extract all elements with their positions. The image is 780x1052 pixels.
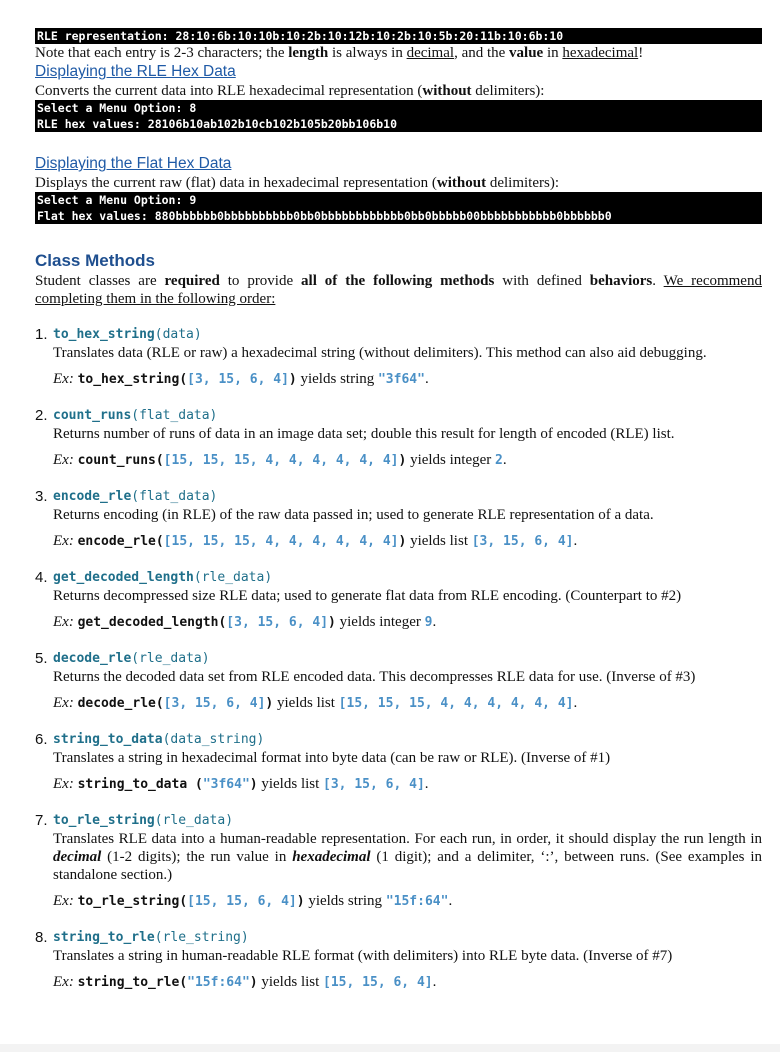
method-description: Translates a string in hexadecimal format into byte data (can be raw or RLE). (Inverse of #1) <box>53 750 611 766</box>
method-item: 4. get_decoded_length(rle_data) Returns decompressed size RLE data; used to generate flat data from RLE encoding. (Counterpart to #2) Ex: get_decoded_length([3, 15, 6, 4]) yields integer 9. <box>35 569 762 632</box>
method-signature: to_hex_string(data) <box>53 327 202 342</box>
flat-hex-values-console: Flat hex values: 880bbbbbb0bbbbbbbbbb0bb0bbbbbbbbbbbb0bb0bbbbb00bbbbbbbbbbb0bbbbbb0 <box>35 208 762 224</box>
rle-representation-console: RLE representation: 28:10:6b:10:10b:10:2b:10:12b:10:2b:10:5b:20:11b:10:6b:10 <box>35 28 762 44</box>
note-paragraph: Note that each entry is 2-3 characters; the length is always in decimal, and the value in hexadecimal! <box>35 45 644 61</box>
methods-list <box>35 326 762 992</box>
method-signature: string_to_rle(rle_string) <box>53 930 249 945</box>
document-page <box>0 28 780 1052</box>
method-example: Ex: decode_rle([3, 15, 6, 4]) yields list [15, 15, 15, 4, 4, 4, 4, 4, 4]. <box>53 695 578 711</box>
flat-hex-description: Displays the current raw (flat) data in hexadecimal representation (without delimiters): <box>35 175 560 191</box>
method-example: Ex: encode_rle([15, 15, 15, 4, 4, 4, 4, 4, 4]) yields list [3, 15, 6, 4]. <box>53 533 578 549</box>
method-item: 3. encode_rle(flat_data) Returns encoding (in RLE) of the raw data passed in; used to generate RLE representation of a data. Ex: encode_rle([15, 15, 15, 4, 4, 4, 4, 4, 4]) yields list [3, 15, 6, 4]. <box>35 488 762 551</box>
method-example: Ex: to_hex_string([3, 15, 6, 4]) yields string "3f64". <box>53 371 429 387</box>
flat-hex-heading-link[interactable]: Displaying the Flat Hex Data <box>35 155 232 172</box>
method-description: Returns encoding (in RLE) of the raw data passed in; used to generate RLE representation of a data. <box>53 507 654 523</box>
method-signature: string_to_data(data_string) <box>53 732 265 747</box>
method-example: Ex: string_to_rle("15f:64") yields list [15, 15, 6, 4]. <box>53 974 437 990</box>
page-bottom-edge <box>0 1044 780 1052</box>
method-item: 1. to_hex_string(data) Translates data (RLE or raw) a hexadecimal string (without delimiters). This method can also aid debugging. Ex: to_hex_string([3, 15, 6, 4]) yields string "3f64". <box>35 326 762 389</box>
method-example: Ex: to_rle_string([15, 15, 6, 4]) yields string "15f:64". <box>53 893 453 909</box>
method-description: Translates a string in human-readable RLE format (with delimiters) into RLE byte data. (Inverse of #7) <box>53 948 673 964</box>
method-item: 5. decode_rle(rle_data) Returns the decoded data set from RLE encoded data. This decompresses RLE data for use. (Inverse of #3) Ex: decode_rle([3, 15, 6, 4]) yields list [15, 15, 15, 4, 4, 4, 4, 4, 4]. <box>35 650 762 713</box>
rle-hex-description: Converts the current data into RLE hexadecimal representation (without delimiters): <box>35 83 545 99</box>
rle-hex-menu-console: Select a Menu Option: 8 <box>35 100 762 116</box>
method-item: 8. string_to_rle(rle_string) Translates a string in human-readable RLE format (with delimiters) into RLE byte data. (Inverse of #7) Ex: string_to_rle("15f:64") yields list [15, 15, 6, 4]. <box>35 929 762 992</box>
method-description: Returns decompressed size RLE data; used to generate flat data from RLE encoding. (Counterpart to #2) <box>53 588 682 604</box>
rle-hex-values-console: RLE hex values: 28106b10ab102b10cb102b105b20bb106b10 <box>35 116 762 132</box>
method-signature: encode_rle(flat_data) <box>53 489 218 504</box>
method-description: Translates RLE data into a human-readable representation. For each run, in order, it should display the run length in decimal (1-2 digits); the run value in hexadecimal (1 digit); and a delimiter, ‘:’, between runs. (See examples in standalone section.) <box>53 831 763 883</box>
method-item: 6. string_to_data(data_string) Translates a string in hexadecimal format into byte data (can be raw or RLE). (Inverse of #1) Ex: string_to_data ("3f64") yields list [3, 15, 6, 4]. <box>35 731 762 794</box>
method-signature: decode_rle(rle_data) <box>53 651 210 666</box>
method-signature: count_runs(flat_data) <box>53 408 218 423</box>
method-description: Translates data (RLE or raw) a hexadecimal string (without delimiters). This method can also aid debugging. <box>53 345 707 361</box>
method-signature: to_rle_string(rle_data) <box>53 813 234 828</box>
method-item: 7. to_rle_string(rle_data) Translates RLE data into a human-readable representation. For each run, in order, it should display the run length in decimal (1-2 digits); the run value in hexadecimal (1 digit); and a delimiter, ‘:’, between runs. (See examples in standalone section.) Ex: to_rle_string([15, 15, 6, 4]) yields string "15f:64". <box>35 812 763 909</box>
method-signature: get_decoded_length(rle_data) <box>53 570 273 585</box>
method-item: 2. count_runs(flat_data) Returns number of runs of data in an image data set; double this result for length of encoded (RLE) list. Ex: count_runs([15, 15, 15, 4, 4, 4, 4, 4, 4]) yields integer 2. <box>35 407 762 470</box>
method-example: Ex: get_decoded_length([3, 15, 6, 4]) yields integer 9. <box>53 614 437 630</box>
method-example: Ex: count_runs([15, 15, 15, 4, 4, 4, 4, 4, 4]) yields integer 2. <box>53 452 507 468</box>
flat-hex-menu-console: Select a Menu Option: 9 <box>35 192 762 208</box>
class-methods-heading: Class Methods <box>35 251 155 270</box>
rle-hex-heading-link[interactable]: Displaying the RLE Hex Data <box>35 63 236 80</box>
method-description: Returns the decoded data set from RLE encoded data. This decompresses RLE data for use. (Inverse of #3) <box>53 669 696 685</box>
method-description: Returns number of runs of data in an image data set; double this result for length of encoded (RLE) list. <box>53 426 675 442</box>
class-methods-intro: Student classes are required to provide all of the following methods with defined behaviors. We recommend completing them in the following order: <box>35 273 762 307</box>
method-example: Ex: string_to_data ("3f64") yields list [3, 15, 6, 4]. <box>53 776 429 792</box>
